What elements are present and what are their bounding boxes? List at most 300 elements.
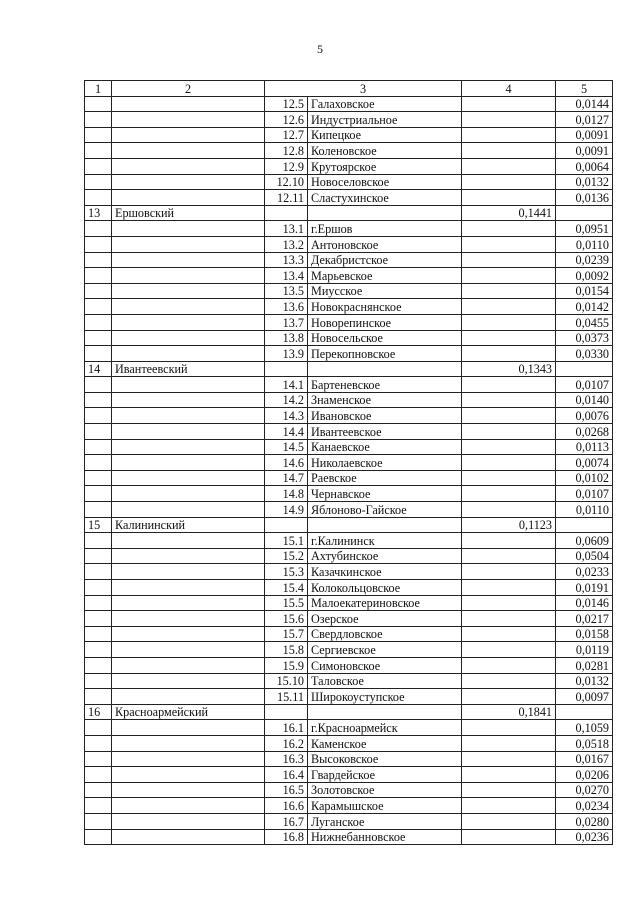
district-name (112, 580, 265, 596)
settlement-code: 15.8 (265, 642, 308, 658)
settlement-name: Чернавское (308, 486, 462, 502)
settlement-code: 15.11 (265, 689, 308, 705)
district-coefficient (462, 377, 556, 393)
settlement-name: Сергиевское (308, 642, 462, 658)
settlement-code: 12.9 (265, 158, 308, 174)
settlement-name (308, 704, 462, 720)
district-name (112, 657, 265, 673)
district-name: Красноармейский (112, 704, 265, 720)
district-row (85, 704, 613, 720)
settlement-coefficient: 0,0270 (556, 782, 613, 798)
district-number (85, 127, 112, 143)
settlement-coefficient: 0,0097 (556, 689, 613, 705)
settlement-row (85, 174, 613, 190)
district-number (85, 533, 112, 549)
settlement-code: 13.1 (265, 221, 308, 237)
district-number (85, 299, 112, 315)
district-number (85, 751, 112, 767)
district-coefficient (462, 782, 556, 798)
settlement-coefficient (556, 517, 613, 533)
settlement-name: Широкоуступское (308, 689, 462, 705)
settlement-coefficient: 0,0107 (556, 486, 613, 502)
settlement-code: 13.4 (265, 268, 308, 284)
district-coefficient (462, 673, 556, 689)
district-coefficient (462, 392, 556, 408)
settlement-row (85, 221, 613, 237)
district-coefficient (462, 751, 556, 767)
district-name (112, 595, 265, 611)
settlement-name: Карамышское (308, 798, 462, 814)
settlement-name: Галаховское (308, 96, 462, 112)
district-name (112, 642, 265, 658)
settlement-name (308, 517, 462, 533)
settlement-code: 13.9 (265, 346, 308, 362)
district-coefficient: 0,1841 (462, 704, 556, 720)
district-number (85, 548, 112, 564)
settlement-code: 13.6 (265, 299, 308, 315)
district-name (112, 720, 265, 736)
settlement-name: Кипецкое (308, 127, 462, 143)
district-number (85, 813, 112, 829)
settlement-coefficient: 0,0136 (556, 190, 613, 206)
settlement-row (85, 720, 613, 736)
settlement-code: 13.3 (265, 252, 308, 268)
district-name (112, 798, 265, 814)
settlement-coefficient: 0,0142 (556, 299, 613, 315)
district-name (112, 330, 265, 346)
district-coefficient (462, 798, 556, 814)
settlement-code (265, 361, 308, 377)
settlement-code: 13.8 (265, 330, 308, 346)
district-coefficient (462, 283, 556, 299)
settlement-code: 15.9 (265, 657, 308, 673)
settlement-code: 15.7 (265, 626, 308, 642)
district-number (85, 595, 112, 611)
settlement-coefficient: 0,0102 (556, 470, 613, 486)
settlement-coefficient: 0,0074 (556, 455, 613, 471)
settlement-coefficient: 0,0158 (556, 626, 613, 642)
settlement-row (85, 502, 613, 518)
settlement-row (85, 673, 613, 689)
district-coefficient (462, 314, 556, 330)
settlement-code: 16.1 (265, 720, 308, 736)
settlement-name: Николаевское (308, 455, 462, 471)
settlement-coefficient: 0,0091 (556, 143, 613, 159)
settlement-coefficient: 0,0119 (556, 642, 613, 658)
settlement-code (265, 517, 308, 533)
settlement-coefficient: 0,0144 (556, 96, 613, 112)
settlement-row (85, 377, 613, 393)
district-number (85, 424, 112, 440)
settlement-name: Колокольцовское (308, 580, 462, 596)
district-coefficient (462, 330, 556, 346)
district-coefficient (462, 299, 556, 315)
settlement-name: Свердловское (308, 626, 462, 642)
district-coefficient (462, 221, 556, 237)
district-number (85, 580, 112, 596)
district-coefficient: 0,1123 (462, 517, 556, 533)
district-name (112, 502, 265, 518)
district-name (112, 533, 265, 549)
district-name (112, 782, 265, 798)
district-name (112, 626, 265, 642)
district-coefficient (462, 346, 556, 362)
settlement-row (85, 158, 613, 174)
settlement-row (85, 112, 613, 128)
settlement-code: 16.4 (265, 767, 308, 783)
header-col-3: 3 (265, 81, 462, 97)
district-name (112, 190, 265, 206)
table-header-row (85, 81, 613, 97)
settlement-code: 14.1 (265, 377, 308, 393)
settlement-row (85, 330, 613, 346)
district-number (85, 689, 112, 705)
district-name: Ершовский (112, 205, 265, 221)
district-coefficient (462, 408, 556, 424)
header-col-2: 2 (112, 81, 265, 97)
settlement-code: 15.3 (265, 564, 308, 580)
settlement-coefficient: 0,0110 (556, 502, 613, 518)
settlement-code: 15.4 (265, 580, 308, 596)
settlement-code: 13.5 (265, 283, 308, 299)
settlement-coefficient: 0,0092 (556, 268, 613, 284)
district-coefficient (462, 548, 556, 564)
district-number (85, 720, 112, 736)
settlement-coefficient: 0,0518 (556, 735, 613, 751)
settlement-coefficient: 0,0280 (556, 813, 613, 829)
settlement-name: Каменское (308, 735, 462, 751)
settlement-name: Антоновское (308, 236, 462, 252)
settlement-name: г.Красноармейск (308, 720, 462, 736)
settlement-code: 15.2 (265, 548, 308, 564)
header-col-1: 1 (85, 81, 112, 97)
district-number (85, 158, 112, 174)
settlement-coefficient: 0,0154 (556, 283, 613, 299)
settlement-code: 16.2 (265, 735, 308, 751)
settlement-row (85, 626, 613, 642)
district-number (85, 767, 112, 783)
settlement-coefficient: 0,0239 (556, 252, 613, 268)
settlement-row (85, 127, 613, 143)
settlement-name: Бартеневское (308, 377, 462, 393)
district-coefficient (462, 533, 556, 549)
district-number (85, 798, 112, 814)
settlement-code: 15.1 (265, 533, 308, 549)
district-number (85, 782, 112, 798)
district-name: Калининский (112, 517, 265, 533)
district-row (85, 205, 613, 221)
district-coefficient (462, 502, 556, 518)
district-number (85, 470, 112, 486)
settlement-name: Новорепинское (308, 314, 462, 330)
district-name (112, 564, 265, 580)
district-number (85, 735, 112, 751)
district-coefficient (462, 190, 556, 206)
district-name (112, 96, 265, 112)
settlement-name: Декабристское (308, 252, 462, 268)
settlement-coefficient: 0,0191 (556, 580, 613, 596)
settlement-row (85, 595, 613, 611)
settlement-row (85, 782, 613, 798)
district-name (112, 408, 265, 424)
coefficients-table (84, 80, 613, 845)
settlement-code: 16.8 (265, 829, 308, 845)
district-coefficient: 0,1343 (462, 361, 556, 377)
district-number (85, 486, 112, 502)
district-name (112, 689, 265, 705)
settlement-name: Новосельское (308, 330, 462, 346)
district-coefficient (462, 829, 556, 845)
district-coefficient (462, 657, 556, 673)
district-number: 14 (85, 361, 112, 377)
settlement-name: Новоселовское (308, 174, 462, 190)
settlement-code: 12.6 (265, 112, 308, 128)
settlement-code: 15.6 (265, 611, 308, 627)
settlement-name: Яблоново-Гайское (308, 502, 462, 518)
district-coefficient (462, 813, 556, 829)
settlement-name: Ивантеевское (308, 424, 462, 440)
settlement-name: Раевское (308, 470, 462, 486)
district-row (85, 517, 613, 533)
district-number (85, 502, 112, 518)
settlement-row (85, 657, 613, 673)
district-number (85, 455, 112, 471)
settlement-name: Луганское (308, 813, 462, 829)
settlement-code: 14.7 (265, 470, 308, 486)
settlement-name: Знаменское (308, 392, 462, 408)
settlement-name: Миусское (308, 283, 462, 299)
settlement-row (85, 143, 613, 159)
settlement-code: 14.3 (265, 408, 308, 424)
page-number: 5 (317, 42, 323, 56)
district-coefficient (462, 424, 556, 440)
district-name (112, 813, 265, 829)
district-name (112, 735, 265, 751)
settlement-name: г.Калининск (308, 533, 462, 549)
settlement-code (265, 704, 308, 720)
settlement-code: 16.7 (265, 813, 308, 829)
settlement-coefficient: 0,0167 (556, 751, 613, 767)
settlement-row (85, 439, 613, 455)
district-number (85, 673, 112, 689)
settlement-row (85, 470, 613, 486)
district-coefficient (462, 455, 556, 471)
settlement-code: 14.8 (265, 486, 308, 502)
district-number (85, 642, 112, 658)
district-coefficient (462, 564, 556, 580)
district-name (112, 751, 265, 767)
settlement-name: Ивановское (308, 408, 462, 424)
settlement-coefficient: 0,0236 (556, 829, 613, 845)
district-name (112, 346, 265, 362)
settlement-code: 13.7 (265, 314, 308, 330)
district-number (85, 221, 112, 237)
district-number (85, 564, 112, 580)
settlement-name: Сластухинское (308, 190, 462, 206)
settlement-row (85, 252, 613, 268)
district-number (85, 143, 112, 159)
settlement-coefficient: 0,0113 (556, 439, 613, 455)
settlement-name: Крутоярское (308, 158, 462, 174)
settlement-row (85, 455, 613, 471)
district-coefficient (462, 252, 556, 268)
settlement-coefficient: 0,0140 (556, 392, 613, 408)
settlement-name: Высоковское (308, 751, 462, 767)
district-name (112, 283, 265, 299)
settlement-name: Новокраснянское (308, 299, 462, 315)
district-number (85, 96, 112, 112)
settlement-coefficient: 0,0127 (556, 112, 613, 128)
settlement-coefficient: 0,0234 (556, 798, 613, 814)
settlement-row (85, 611, 613, 627)
settlement-code: 16.6 (265, 798, 308, 814)
district-coefficient (462, 580, 556, 596)
settlement-code: 12.10 (265, 174, 308, 190)
settlement-coefficient: 0,0233 (556, 564, 613, 580)
district-number (85, 252, 112, 268)
settlement-coefficient: 0,0110 (556, 236, 613, 252)
settlement-coefficient: 0,0132 (556, 673, 613, 689)
settlement-code: 15.10 (265, 673, 308, 689)
settlement-row (85, 798, 613, 814)
settlement-coefficient: 0,0504 (556, 548, 613, 564)
settlement-code: 14.2 (265, 392, 308, 408)
district-name (112, 127, 265, 143)
district-number (85, 829, 112, 845)
settlement-name: Казачкинское (308, 564, 462, 580)
settlement-coefficient: 0,0281 (556, 657, 613, 673)
settlement-row (85, 564, 613, 580)
district-number: 15 (85, 517, 112, 533)
settlement-row (85, 813, 613, 829)
district-name (112, 221, 265, 237)
district-number (85, 626, 112, 642)
settlement-row (85, 767, 613, 783)
header-col-5: 5 (556, 81, 613, 97)
settlement-coefficient: 0,0951 (556, 221, 613, 237)
settlement-coefficient (556, 704, 613, 720)
district-name (112, 268, 265, 284)
district-name (112, 112, 265, 128)
settlement-row (85, 689, 613, 705)
settlement-row (85, 408, 613, 424)
settlement-row (85, 190, 613, 206)
district-coefficient (462, 767, 556, 783)
district-number (85, 236, 112, 252)
district-name (112, 548, 265, 564)
settlement-code: 14.5 (265, 439, 308, 455)
settlement-name: Гвардейское (308, 767, 462, 783)
district-coefficient (462, 595, 556, 611)
settlement-name: г.Ершов (308, 221, 462, 237)
settlement-coefficient: 0,0107 (556, 377, 613, 393)
district-number: 13 (85, 205, 112, 221)
settlement-code: 14.6 (265, 455, 308, 471)
district-number (85, 377, 112, 393)
settlement-row (85, 283, 613, 299)
district-name (112, 299, 265, 315)
district-name (112, 158, 265, 174)
settlement-row (85, 533, 613, 549)
district-number (85, 112, 112, 128)
settlement-row (85, 236, 613, 252)
settlement-code: 16.3 (265, 751, 308, 767)
settlement-code (265, 205, 308, 221)
settlement-row (85, 424, 613, 440)
district-number (85, 190, 112, 206)
district-name (112, 236, 265, 252)
district-number (85, 657, 112, 673)
settlement-row (85, 392, 613, 408)
settlement-coefficient: 0,0609 (556, 533, 613, 549)
settlement-row (85, 735, 613, 751)
district-name (112, 455, 265, 471)
settlement-code: 12.5 (265, 96, 308, 112)
settlement-row (85, 751, 613, 767)
district-name (112, 424, 265, 440)
district-name (112, 392, 265, 408)
district-coefficient (462, 112, 556, 128)
district-number (85, 268, 112, 284)
district-coefficient (462, 439, 556, 455)
settlement-code: 13.2 (265, 236, 308, 252)
settlement-coefficient (556, 205, 613, 221)
header-col-4: 4 (462, 81, 556, 97)
district-coefficient (462, 174, 556, 190)
district-coefficient (462, 236, 556, 252)
district-coefficient: 0,1441 (462, 205, 556, 221)
district-name (112, 829, 265, 845)
district-name (112, 673, 265, 689)
district-name (112, 470, 265, 486)
table-body (85, 96, 613, 845)
settlement-name: Таловское (308, 673, 462, 689)
settlement-row (85, 346, 613, 362)
district-coefficient (462, 735, 556, 751)
settlement-coefficient: 0,0217 (556, 611, 613, 627)
settlement-code: 14.9 (265, 502, 308, 518)
settlement-name (308, 205, 462, 221)
settlement-coefficient: 0,0206 (556, 767, 613, 783)
district-coefficient (462, 96, 556, 112)
settlement-name: Марьевское (308, 268, 462, 284)
settlement-coefficient: 0,0091 (556, 127, 613, 143)
district-coefficient (462, 689, 556, 705)
settlement-name: Симоновское (308, 657, 462, 673)
district-name (112, 439, 265, 455)
district-name (112, 486, 265, 502)
district-name (112, 174, 265, 190)
district-number (85, 283, 112, 299)
district-coefficient (462, 720, 556, 736)
district-number (85, 346, 112, 362)
district-coefficient (462, 158, 556, 174)
settlement-code: 12.8 (265, 143, 308, 159)
district-number (85, 330, 112, 346)
district-coefficient (462, 486, 556, 502)
settlement-name (308, 361, 462, 377)
settlement-coefficient: 0,0455 (556, 314, 613, 330)
district-number (85, 314, 112, 330)
settlement-coefficient: 0,0064 (556, 158, 613, 174)
settlement-code: 14.4 (265, 424, 308, 440)
district-name (112, 767, 265, 783)
district-coefficient (462, 127, 556, 143)
settlement-name: Озерское (308, 611, 462, 627)
district-row (85, 361, 613, 377)
district-coefficient (462, 626, 556, 642)
district-number (85, 439, 112, 455)
